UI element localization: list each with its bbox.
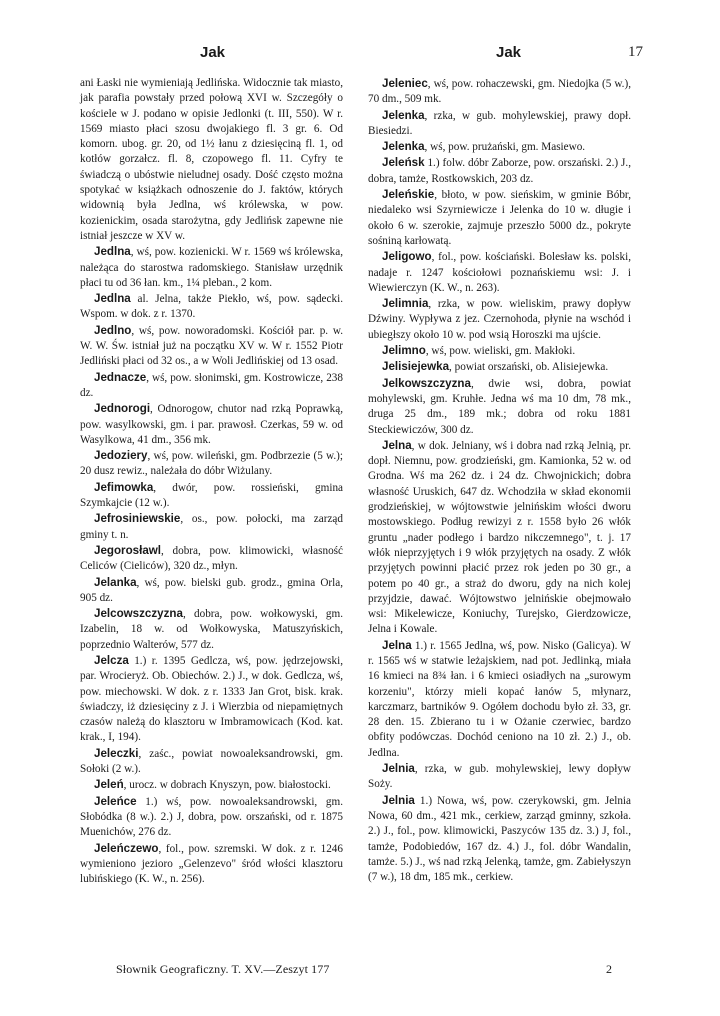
entry-text: , dobra, pow. klimowicki, własność Celiców (Cieliców), 320 dz., młyn. (80, 544, 343, 573)
dictionary-entry (368, 155, 631, 187)
entry-headword: Jelcza (94, 653, 129, 667)
dictionary-entry (80, 653, 343, 746)
entry-text: 1.) folw. dóbr Zaborze, pow. orszański. 2.) J., dobra, tamże, Rostkowskich, 203 dz. (368, 157, 631, 185)
entry-text: , zaśc., powiat nowoaleksandrowski, gm. Sołoki (2 w.). (80, 747, 343, 776)
dictionary-entry (80, 291, 343, 323)
dictionary-entry (80, 76, 343, 244)
entry-text: , błoto, w pow. sieńskim, w gminie Bóbr, niedaleko wsi Szyrniewicze i Jelenka do 10 w. długie i około 6 w. szerokie, zajmuje przeszło 5000 dz., pokryte sośniną karłowatą. (368, 189, 631, 247)
entry-text: , wś, pow. prużański, gm. Masiewo. (424, 141, 586, 154)
entry-text: , powiat orszański, ob. Alisiejewka. (449, 361, 609, 374)
footer-sheet-number: 2 (606, 962, 612, 976)
entry-headword: Jeleńskie (382, 188, 435, 202)
entry-headword: Jednorogi (94, 402, 151, 416)
entry-headword: Jedlna (94, 245, 131, 259)
entry-text: , rzka, w gub. mohylewskiej, prawy dopł. Biesiedzi. (368, 109, 631, 137)
entry-headword: Jedlno (94, 323, 132, 337)
entry-headword: Jednacze (94, 370, 147, 384)
entry-headword: Jelimnia (382, 297, 429, 311)
entry-text: 1.) wś, pow. nowoaleksandrowski, gm. Słobódka (8 w.). 2.) J, dobra, pow. orszański, od r. 1875 Muenichów, 276 dz. (80, 795, 343, 839)
entry-headword: Jedoziery (94, 449, 148, 463)
entry-headword: Jegorosławl (94, 543, 162, 557)
entry-text: , wś, pow. wileński, gm. Podbrzezie (5 w.); 20 dusz rewiz., należała do dóbr Wiżulany. (80, 450, 343, 478)
dictionary-entry (368, 187, 631, 249)
entry-headword: Jefimowka (94, 480, 154, 494)
entry-headword: Jelnia (382, 793, 415, 807)
running-head-right: Jak (496, 44, 522, 61)
right-column (368, 76, 631, 885)
entry-headword: Jeleń (94, 778, 124, 792)
dictionary-entry (80, 480, 343, 512)
dictionary-entry (80, 511, 343, 543)
entry-text: , wś, pow. noworadomski. Kościół par. p. w. W. W. Św. istniał już na początku XV w. W r. 1552 Piotr Jedliński płaci od 32 os., a w Woli Jedlińskiej od 13 osad. (80, 324, 343, 368)
dictionary-entry (80, 794, 343, 841)
page-number: 17 (628, 44, 643, 60)
entry-headword: Jeleńsk (382, 156, 425, 170)
entry-headword: Jeleńce (94, 794, 137, 808)
entry-headword: Jelcowszczyzna (94, 607, 183, 621)
entry-text: , rzka, w pow. wieliskim, prawy dopływ Dźwiny. Wypływa z jez. Czernohoda, płynie na wschód i ubiegłszy około 10 w. pod wsią Horoszki ma ujście. (368, 298, 631, 341)
entry-text: , wś, pow. słonimski, gm. Kostrowicze, 238 dz. (80, 371, 343, 399)
entry-text: , Odnorogow, chutor nad rzką Poprawką, pow. wasylkowski, gm. i par. prawosł. Czerkas, 59 w. od Wasylkowa, 41 dm., 356 mk. (80, 403, 343, 446)
entry-headword: Jeligowo (382, 250, 432, 264)
entry-headword: Jelna (382, 638, 412, 652)
dictionary-entry (80, 244, 343, 291)
dictionary-entry (80, 777, 343, 793)
entry-text: , dobra, pow. wołkowyski, gm. Izabelin, 18 w. od Wołkowyska, Matuszyńskich, poprzednio Walterów, 577 dz. (80, 608, 343, 651)
dictionary-entry (368, 638, 631, 761)
dictionary-entry (368, 761, 631, 793)
entry-text: , fol., pow. szremski. W dok. z r. 1246 wymieniono jezioro „Gelenzevo" śród włości klasztoru lubińskiego (K. W., n. 256). (80, 842, 343, 886)
dictionary-entry (368, 76, 631, 108)
footer-signature: Słownik Geograficzny. T. XV.—Zeszyt 177 (116, 962, 330, 976)
dictionary-entry (368, 793, 631, 886)
entry-headword: Jeleńczewo (94, 841, 159, 855)
dictionary-entry (368, 359, 631, 375)
entry-headword: Jedlna (94, 292, 131, 306)
dictionary-entry (368, 438, 631, 638)
entry-text: , wś, pow. bielski gub. grodz., gmina Orla, 905 dz. (80, 576, 343, 604)
dictionary-entry (80, 543, 343, 575)
dictionary-entry (368, 296, 631, 343)
dictionary-entry (80, 448, 343, 480)
entry-headword: Jelnia (382, 762, 415, 776)
dictionary-entry (80, 746, 343, 778)
entry-text: 1.) r. 1565 Jedlna, wś, pow. Nisko (Galicya). W r. 1565 wś w statwie leżajskiem, nad pot. Jedlinką, miała 16 kmieci na 8¾ łan. i 6 kmieci osiadłych na „surowym korzeniu", którzy mieli kopać łanów 5, młynarz, karczmarz, bartników 9. Ogółem dochodu było zł. 33, gr. 28 den. 15. Zbierano tu i w Ożanie czerwiec, bardzo obfity podówczas. Dochód ceniono na 10 zł. 2.) J., ob. Jedlna. (368, 639, 631, 759)
entry-headword: Jelanka (94, 575, 137, 589)
entry-headword: Jeleniec (382, 77, 428, 90)
entry-headword: Jelenka (382, 108, 425, 122)
entry-text: 1.) Nowa, wś, pow. czerykowski, gm. Jelnia Nowa, 60 dm., 421 mk., cerkiew, zarząd gminny, szkoła. 2.) J., fol., pow. klimowicki, Paszyców 135 dz. 3.) J, fol., tamże, Podobiedów, 167 dz. 4.) J., fol. dóbr Wandalin, tamże. 5.) J., wś nad rzką Jelenką, tamże, gm. Zabiełyszyn (7 w.), 18 dm, 185 mk., cerkiew. (368, 794, 631, 884)
dictionary-entry (368, 108, 631, 140)
entry-headword: Jeleczki (94, 746, 139, 760)
entry-text: , urocz. w dobrach Knyszyn, pow. białostocki. (123, 779, 331, 792)
entry-text: , rzka, w gub. mohylewskiej, lewy dopływ Soży. (368, 763, 631, 791)
running-head-left: Jak (200, 44, 226, 61)
dictionary-entry (80, 323, 343, 370)
entry-text: , wś, pow. rohaczewski, gm. Niedojka (5 w.), 70 dm., 509 mk. (368, 78, 631, 106)
entry-headword: Jelna (382, 438, 412, 452)
entry-headword: Jelimno (382, 344, 426, 358)
entry-headword: Jelisiejewka (382, 360, 450, 374)
entry-text: , wś, pow. kozienicki. W r. 1569 wś królewska, należąca do starostwa radomskiego. Stanisław urzędnik płaci tu od 36 łan. km., 1¼ pleban., 2 kom. (80, 246, 343, 289)
entry-headword: Jelenka (382, 140, 425, 154)
dictionary-entry (80, 606, 343, 653)
entry-text: , fol., pow. kościański. Bolesław ks. polski, nadaje r. 1247 kościołowi poznańskiemu wsi: J. i Wiewierczyn (K. W., n. 263). (368, 251, 631, 294)
dictionary-entry (80, 575, 343, 607)
entry-headword: Jelkowszczyzna (382, 376, 471, 390)
entry-text: al. Jelna, także Piekło, wś, pow. sądecki. Wspom. w dok. z r. 1370. (80, 293, 343, 321)
dictionary-entry (368, 139, 631, 155)
entry-text: , w dok. Jelniany, wś i dobra nad rzką Jelnią, pr. dopł. Niemnu, pow. grodzieński, gm. Kamionka, 52 w. od Grodna. Wś ma 262 dz. i 24 dz. Chwojnickich; dobra własność Uruskich, 647 dz. Wchodziła w skład ekonomii grodzieńskiej, w wójtowstwie jelnińskim włości dworu mostowskiego. Podług rewizyi z r. 1558 było 26 włók gruntu „nader podłego i bardzo nikczemnego", t. j. 17 włók nieprzyjętych i 9 włók przyjętych na osady. Z włók przyjętych powinni płacić przez rok jeden po 30 gr., a potem po 40 gr., a straż do dworu, gdy na nich kolej przyjdzie, dawać. Wójtowstwo jelnińskie obejmowało wsi: Mikelewicze, Koniuchy, Turejsko, Gierdzowicze, Jelna i Kowale. (368, 439, 631, 636)
entry-text: ani Łaski nie wymieniają Jedlińska. Widocznie tak miasto, jak parafia powstały przed połową XVI w. Szczegóły o kościele w J. podano w opisie Jedlonki (t. III, 550). W r. 1569 miasto płaci szosu dwojakiego fl. 3 gr. 6. Od komorn. ubog. gr. 20, od 1½ łanu z dziesięciną fl. 1, od kotłów gorzałcz. fl. 8, czopowego fl. 11. Cyfry te świadczą o ubóstwie nieludnej osady. Dość często można spotykać w książkach odnoszenie do J. faktów, których widownią była Jedlna, wś królewska, w pow. kozienickim, osada starożytna, gdy Jedlińsk zapewne nie istniał jeszcze w XV w. (80, 77, 343, 242)
dictionary-entry (80, 401, 343, 448)
dictionary-entry (80, 841, 343, 888)
left-column (80, 76, 343, 887)
dictionary-entry (368, 376, 631, 438)
entry-text: , os., pow. połocki, ma zarząd gminy t. n. (80, 513, 343, 541)
entry-text: , dwie wsi, dobra, powiat mohylewski, gm. Kruhłe. Jedna wś ma 10 dm, 78 mk., druga 25 dm., 189 mk.; dobra od roku 1881 Steckiewiczów, 300 dz. (368, 377, 631, 436)
entry-text: , dwór, pow. rossieński, gmina Szymkajcie (12 w.). (80, 481, 343, 510)
entry-headword: Jefrosiniewskie (94, 512, 181, 526)
entry-text: 1.) r. 1395 Gedlcza, wś, pow. jędrzejowski, par. Wrocieryż. Ob. Obiechów. 2.) J., w dok. Gedlcza, wś, pow. miechowski. W dok. z r. 1333 Jan Grot, bisk. krak. świadczy, iż dziesięciny z J. i Wierzbia od niepamiętnych czasów należą do klasztoru w Imbramowicach (Kod. kat. krak., I, 194). (80, 654, 343, 744)
dictionary-entry (368, 249, 631, 296)
dictionary-entry (80, 370, 343, 402)
dictionary-entry (368, 343, 631, 359)
entry-text: , wś, pow. wieliski, gm. Makłoki. (425, 345, 576, 358)
